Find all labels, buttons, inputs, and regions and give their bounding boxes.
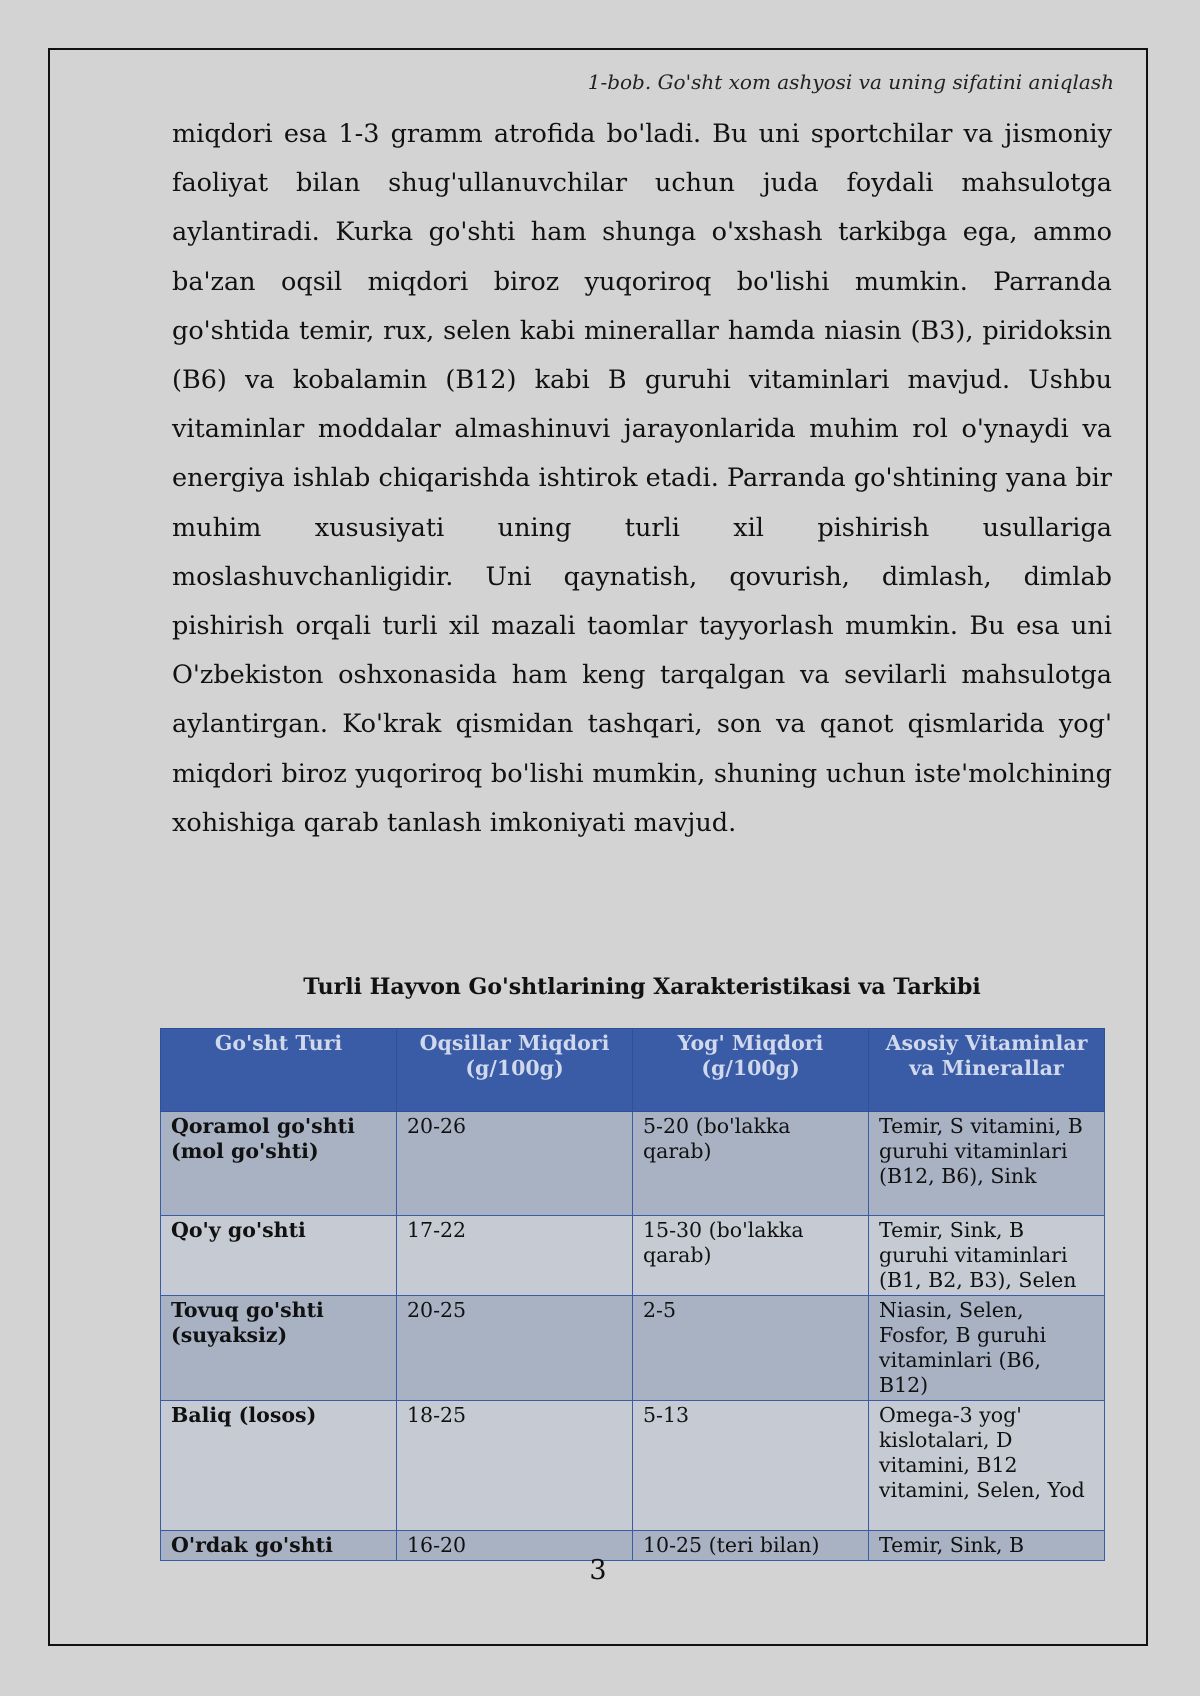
table-cell: 20-26 xyxy=(397,1112,633,1216)
table-header-row xyxy=(161,1029,1105,1112)
table-cell: Omega-3 yog' kislotalari, D vitamini, B12 vitamini, Selen, Yod xyxy=(869,1401,1105,1531)
table-cell: 5-20 (bo'lakka qarab) xyxy=(633,1112,869,1216)
table-cell: 18-25 xyxy=(397,1401,633,1531)
table-cell: Tovuq go'shti (suyaksiz) xyxy=(161,1296,397,1401)
table-cell: 17-22 xyxy=(397,1216,633,1296)
body-paragraph: miqdori esa 1-3 gramm atrofida bo'ladi. Bu uni sportchilar va jismoniy faoliyat bilan shug'ullanuvchilar uchun juda foydali mahsulotga aylantiradi. Kurka go'shti ham shunga o'xshash tarkibga ega, ammo ba'zan oqsil miqdori biroz yuqoriroq bo'lishi mumkin. Parranda go'shtida temir, rux, selen kabi minerallar hamda niasin (B3), piridoksin (B6) va kobalamin (B12) kabi B guruhi vitaminlari mavjud. Ushbu vitaminlar moddalar almashinuvi jarayonlarida muhim rol o'ynaydi va energiya ishlab chiqarishda ishtirok etadi. Parranda go'shtining yana bir muhim xususiyati uning turli xil pishirish usullariga moslashuvchanligidir. Uni qaynatish, qovurish, dimlash, dimlab pishirish orqali turli xil mazali taomlar tayyorlash mumkin. Bu esa uni O'zbekiston oshxonasida ham keng tarqalgan va sevilarli mahsulotga aylantirgan. Ko'krak qismidan tashqari, son va qanot qismlarida yog' miqdori biroz yuqoriroq bo'lishi mumkin, shuning uchun iste'molchining xohishiga qarab tanlash imkoniyati mavjud. xyxy=(172,119,1112,838)
column-header: Yog' Miqdori (g/100g) xyxy=(633,1029,869,1112)
table-cell: O'rdak go'shti xyxy=(161,1531,397,1561)
table-cell: Qo'y go'shti xyxy=(161,1216,397,1296)
table-cell: Niasin, Selen, Fosfor, B guruhi vitaminlari (B6, B12) xyxy=(869,1296,1105,1401)
table-cell: Temir, Sink, B guruhi vitaminlari (B1, B2, B3), Selen xyxy=(869,1216,1105,1296)
table-row xyxy=(161,1296,1105,1401)
table-title: Turli Hayvon Go'shtlarining Xarakteristikasi va Tarkibi xyxy=(303,974,981,1000)
column-header: Go'sht Turi xyxy=(161,1029,397,1112)
running-header: 1-bob. Go'sht xom ashyosi va uning sifatini aniqlash xyxy=(587,70,1114,94)
table-cell: 2-5 xyxy=(633,1296,869,1401)
table-row xyxy=(161,1216,1105,1296)
table-cell: 15-30 (bo'lakka qarab) xyxy=(633,1216,869,1296)
table-cell: 5-13 xyxy=(633,1401,869,1531)
table-cell: Baliq (losos) xyxy=(161,1401,397,1531)
table-row xyxy=(161,1112,1105,1216)
document-page xyxy=(48,48,1148,1646)
table-cell: 20-25 xyxy=(397,1296,633,1401)
table-cell: Temir, Sink, B xyxy=(869,1531,1105,1561)
table-cell: 10-25 (teri bilan) xyxy=(633,1531,869,1561)
table-cell: Qoramol go'shti (mol go'shti) xyxy=(161,1112,397,1216)
table-cell: 16-20 xyxy=(397,1531,633,1561)
table-cell: Temir, S vitamini, B guruhi vitaminlari (B12, B6), Sink xyxy=(869,1112,1105,1216)
page-number: 3 xyxy=(589,1555,607,1586)
table-row xyxy=(161,1401,1105,1531)
column-header: Asosiy Vitaminlar va Minerallar xyxy=(869,1029,1105,1112)
meat-composition-table xyxy=(160,1028,1105,1561)
column-header: Oqsillar Miqdori (g/100g) xyxy=(397,1029,633,1112)
